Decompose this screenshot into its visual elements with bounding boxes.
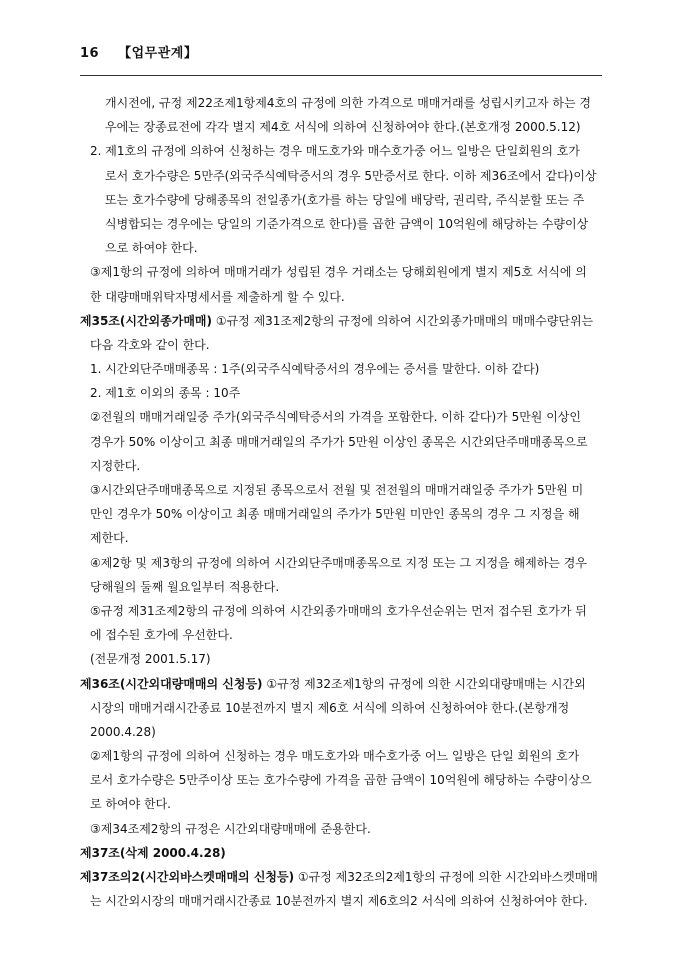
line-text: 지정한다. xyxy=(90,458,141,473)
text-line xyxy=(80,115,602,139)
line-text: 개시전에, 규정 제22조제1항제4호의 규정에 의한 가격으로 매매거래를 성립시키고자 하는 경 xyxy=(105,96,591,110)
text-line xyxy=(80,333,602,357)
text-line xyxy=(80,188,602,212)
line-text: ③시간외단주매매종목으로 지정된 종목으로서 전월 및 전전월의 매매거래일중 주가가 5만원 미 xyxy=(90,483,584,497)
line-text: 또는 호가수량에 당해종목의 전일종가(호가를 하는 당일에 배당락, 권리락, 주식분할 또는 주 xyxy=(105,192,585,207)
article-heading-line xyxy=(80,865,602,889)
line-text: 는 시간외시장의 매매거래시간종료 10분전까지 별지 제6호의2 서식에 의하여 신청하여야 한다. xyxy=(90,894,588,909)
text-line xyxy=(80,285,602,309)
line-text: 다음 각호와 같이 한다. xyxy=(90,337,210,352)
text-line xyxy=(80,744,602,768)
text-line xyxy=(80,357,602,381)
line-text: 경우가 50% 이상이고 최종 매매거래일의 주가가 5만원 이상인 종목은 시간외단주매매종목으로 xyxy=(90,434,588,449)
line-text: 시장의 매매거래시간종료 10분전까지 별지 제6호 서식에 의하여 신청하여야 한다.(본항개정 xyxy=(90,700,570,715)
line-text: 로서 호가수량은 5만주이상 또는 호가수량에 가격을 곱한 금액이 10억원에 해당하는 수량이상으 xyxy=(90,773,592,788)
text-line xyxy=(80,405,602,429)
line-text: 2. 제1호 이외의 종목 : 10주 xyxy=(90,386,241,401)
article-title: 제37조의2(시간외바스켓매매의 신청등) xyxy=(80,870,295,884)
section-title: 【업무관계】 xyxy=(118,46,198,61)
text-line xyxy=(80,139,602,163)
text-line xyxy=(80,696,602,720)
text-line xyxy=(80,526,602,550)
line-text: 로서 호가수량은 5만주(외국주식예탁증서의 경우 5만증서로 한다. 이하 제36조에서 같다)이상 xyxy=(105,168,597,183)
page-number: 16 xyxy=(80,46,100,61)
text-line xyxy=(80,502,602,526)
line-text: 만인 경우가 50% 이상이고 최종 매매거래일의 주가가 5만원 미만인 종목의 경우 그 지정을 해 xyxy=(90,507,580,522)
document-body xyxy=(80,91,602,913)
line-text: 식병합되는 경우에는 당일의 기준가격으로 한다)를 곱한 금액이 10억원에 해당하는 수량이상 xyxy=(105,216,589,231)
text-line xyxy=(80,430,602,454)
article-title: 제37조(삭제 2000.4.28) xyxy=(80,845,226,860)
line-text: ①규정 제32조제1항의 규정에 의한 시간외대량매매는 시간외 xyxy=(262,676,586,691)
header-divider xyxy=(80,75,602,76)
article-title: 제36조(시간외대량매매의 신청등) xyxy=(80,676,263,691)
article-heading-line xyxy=(80,841,602,865)
line-text: (전문개정 2001.5.17) xyxy=(90,652,211,667)
line-text: 로 하여야 한다. xyxy=(90,797,171,812)
text-line xyxy=(80,164,602,188)
text-line xyxy=(80,212,602,236)
text-line xyxy=(80,889,602,913)
line-text: ①규정 제31조제2항의 규정에 의하여 시간외종가매매의 매매수량단위는 xyxy=(212,313,594,328)
line-text: 우에는 장종료전에 각각 별지 제4호 서식에 의하여 신청하여야 한다.(본호개정 2000.5.12) xyxy=(105,120,581,135)
line-text: 에 접수된 호가에 우선한다. xyxy=(90,628,233,643)
text-line xyxy=(80,720,602,744)
text-line xyxy=(80,236,602,260)
text-line xyxy=(80,575,602,599)
text-line xyxy=(80,91,602,115)
text-line xyxy=(80,478,602,502)
text-line xyxy=(80,817,602,841)
text-line xyxy=(80,381,602,405)
line-text: ⑤규정 제31조제2항의 규정에 의하여 시간외종가매매의 호가우선순위는 먼저 접수된 호가가 뒤 xyxy=(90,603,587,618)
line-text: ③제1항의 규정에 의하여 매매거래가 성립된 경우 거래소는 당해회원에게 별지 제5호 서식에 의 xyxy=(90,265,587,280)
article-heading-line xyxy=(80,309,602,333)
text-line xyxy=(80,599,602,623)
line-text: 한 대량매매위탁자명세서를 제출하게 할 수 있다. xyxy=(90,289,345,304)
line-text: ③제34조제2항의 규정은 시간외대량매매에 준용한다. xyxy=(90,821,371,836)
line-text: 으로 하여야 한다. xyxy=(105,241,198,256)
text-line xyxy=(80,454,602,478)
text-line xyxy=(80,792,602,816)
article-title: 제35조(시간외종가매매) xyxy=(80,313,212,328)
line-text: ④제2항 및 제3항의 규정에 의하여 시간외단주매매종목으로 지정 또는 그 지정을 해제하는 경우 xyxy=(90,555,587,570)
line-text: 2. 제1호의 규정에 의하여 신청하는 경우 매도호가와 매수호가중 어느 일방은 단일회원의 호가 xyxy=(90,144,580,159)
text-line xyxy=(80,260,602,284)
text-line xyxy=(80,551,602,575)
text-line xyxy=(80,768,602,792)
line-text: ②전월의 매매거래일중 주가(외국주식예탁증서의 가격을 포함한다. 이하 같다)가 5만원 이상인 xyxy=(90,410,581,425)
line-text: 제한다. xyxy=(90,531,129,546)
page-header xyxy=(80,42,197,61)
text-line xyxy=(80,623,602,647)
line-text: ①규정 제32조의2제1항의 규정에 의한 시간외바스켓매매 xyxy=(294,870,598,884)
article-heading-line xyxy=(80,672,602,696)
line-text: 1. 시간외단주매매종목 : 1주(외국주식예탁증서의 경우에는 증서를 말한다. 이하 같다) xyxy=(90,362,540,377)
text-line xyxy=(80,647,602,671)
line-text: 당해월의 둘째 월요일부터 적용한다. xyxy=(90,579,280,594)
line-text: 2000.4.28) xyxy=(90,724,156,739)
line-text: ②제1항의 규정에 의하여 신청하는 경우 매도호가와 매수호가중 어느 일방은 단일 회원의 호가 xyxy=(90,749,580,764)
